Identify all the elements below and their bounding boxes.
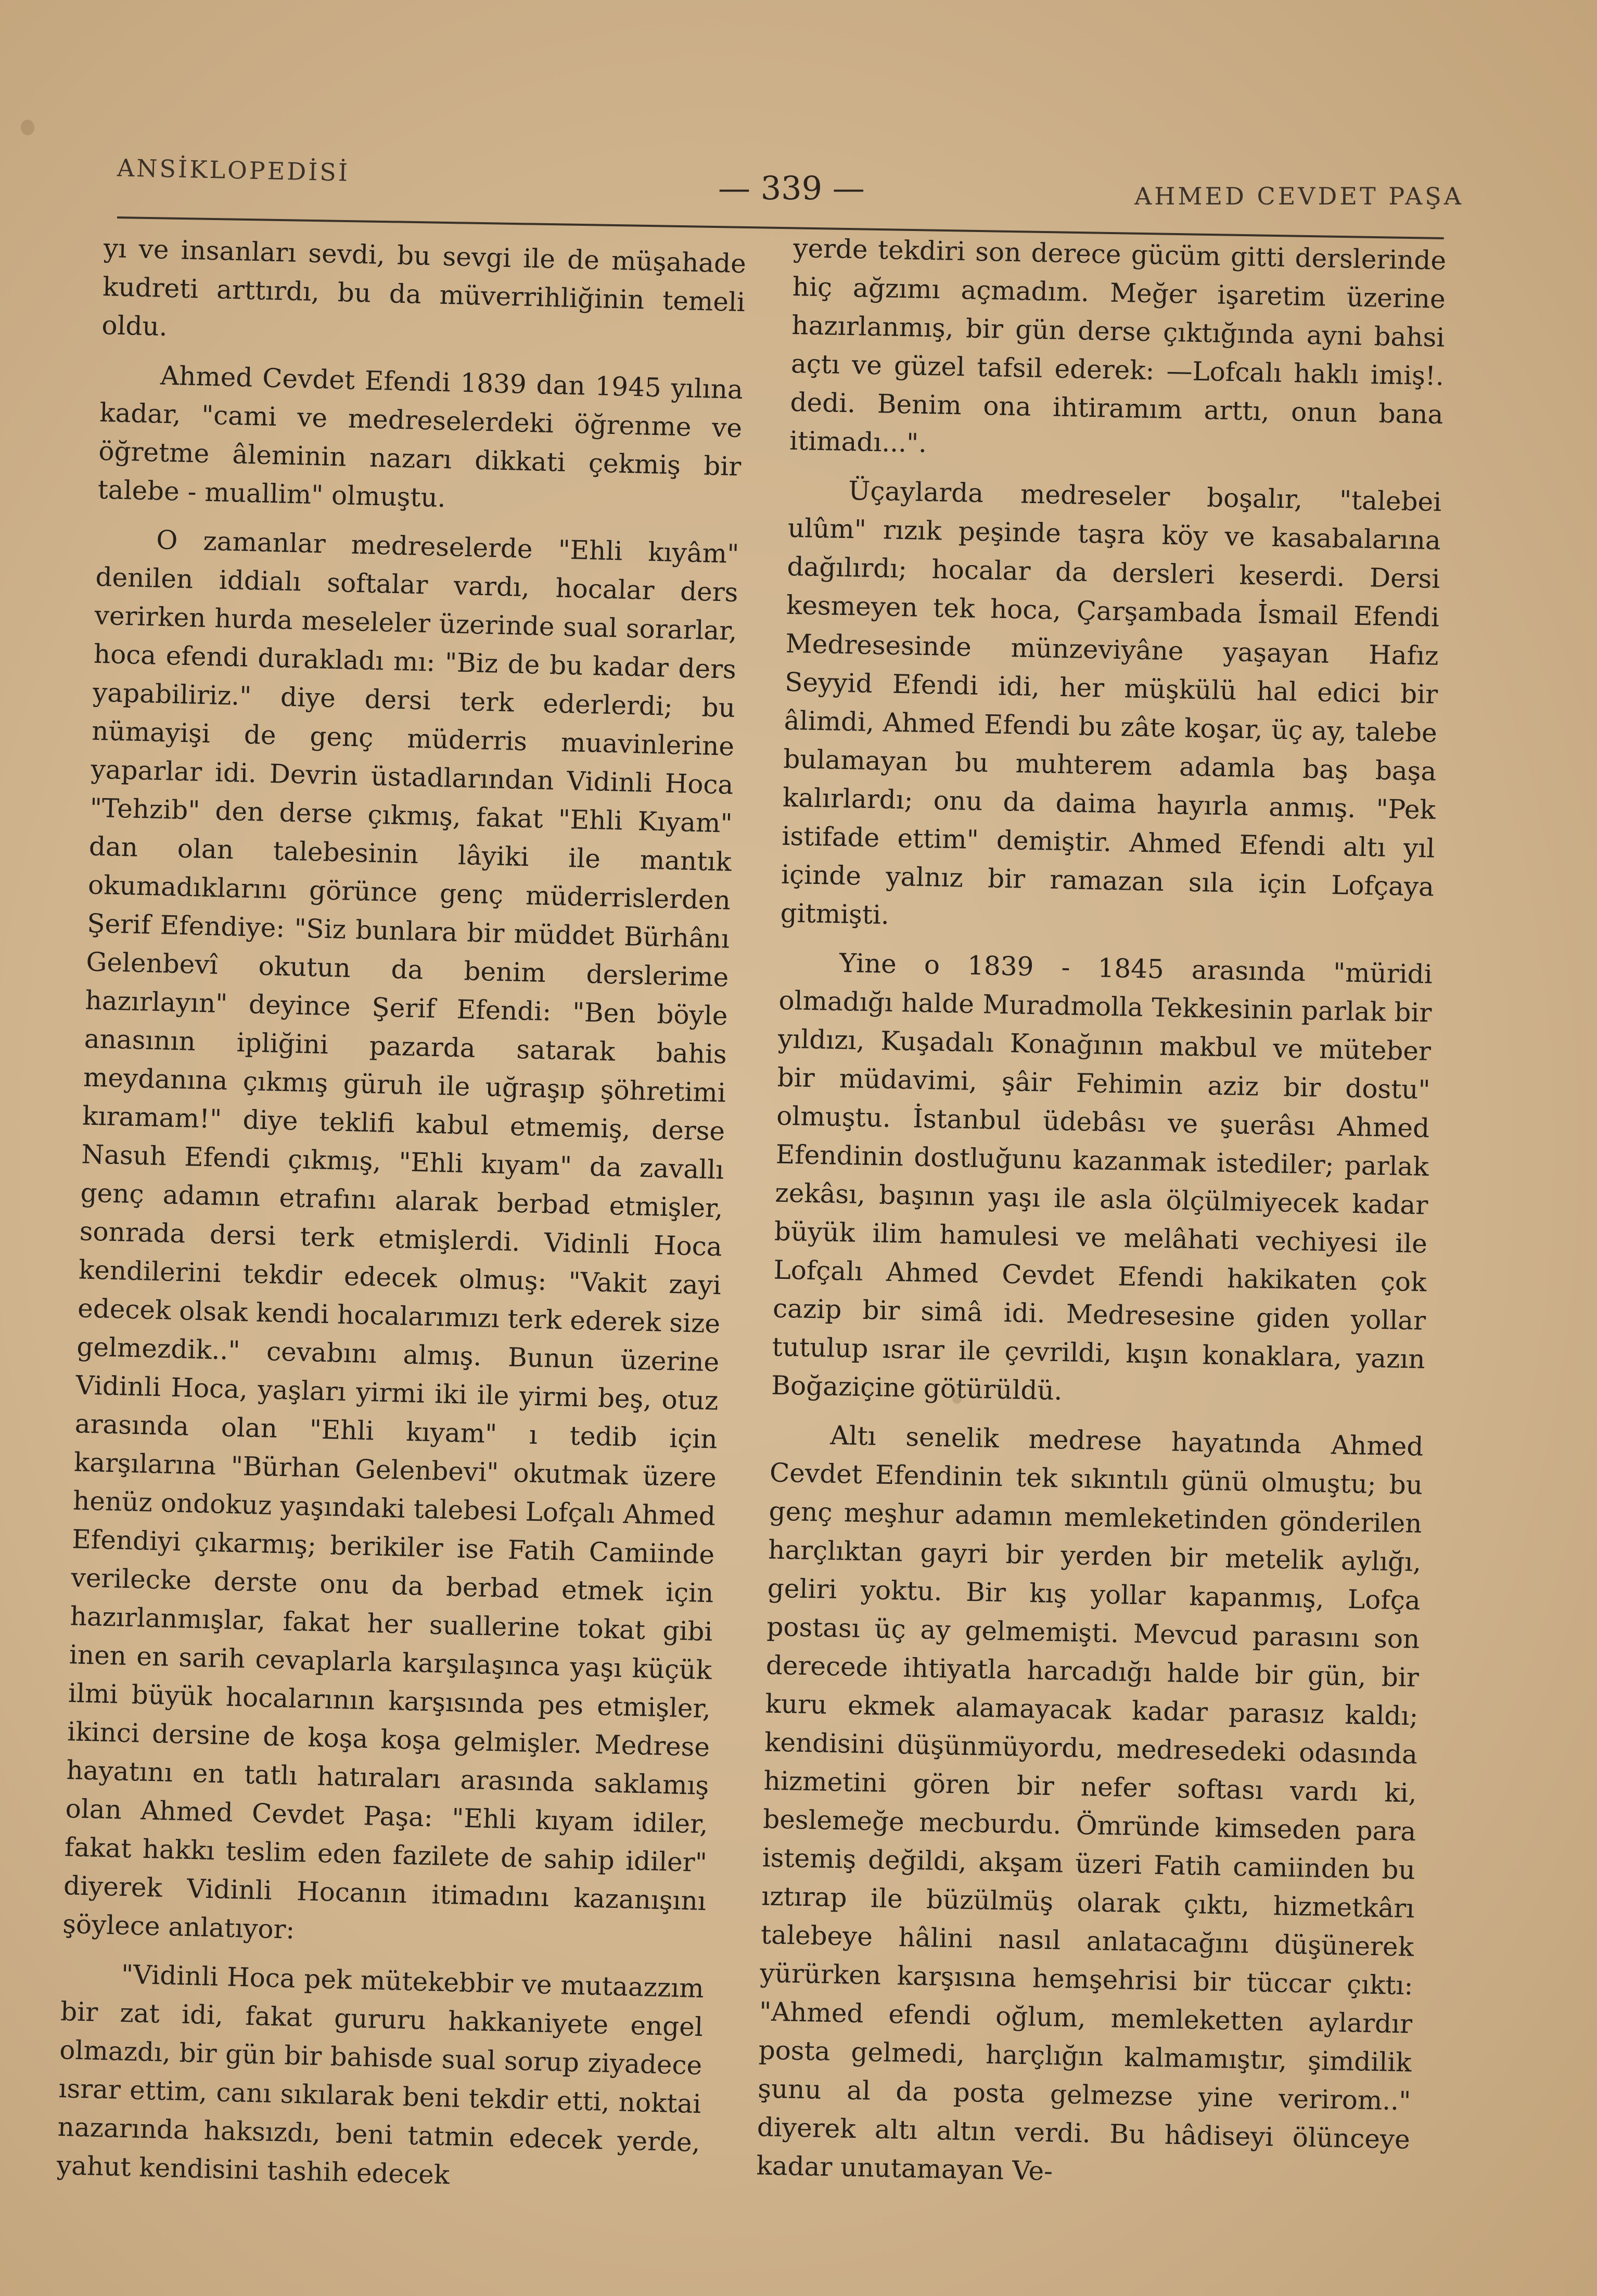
paragraph: Ahmed Cevdet Efendi 1839 dan 1945 yılına kadar, "cami ve medreselerdeki öğrenme ve öğretme âleminin nazarı dikkati çekmiş bir talebe - muallim" olmuştu. [97, 360, 744, 514]
paragraph: Üçaylarda medreseler boşalır, "talebei ulûm" rızık peşinde taşra köy ve kasabalarına dağılırdı; hocalar da dersleri keserdi. Dersi kesmeyen tek hoca, Çarşambada İsmail Efendi Medresesinde münzeviyâne yaşayan Hafız Seyyid Efendi idi, her müşkülü hal edici bir âlimdi, Ahmed Efendi bu zâte koşar, üç ay, talebe bulamayan bu muhterem adamla baş başa kalırlardı; onu da daima hayırla anmış. "Pek istifade ettim" demiştir. Ahmed Efendi altı yıl içinde yalnız bir ramazan sıla için Lofçaya gitmişti. [780, 476, 1442, 930]
left-column [56, 229, 747, 2211]
page-number: — 339 — [718, 169, 865, 207]
paragraph: O zamanlar medreselerde "Ehli kıyâm" denilen iddialı softalar vardı, hocalar ders verirken hurda meseleler üzerinde sual sorarlar, hoca efendi durakladı mı: "Biz de bu kadar ders yapabiliriz." diye dersi terk ederlerdi; bu nümayişi de genç müderris muavinlerine yaparlar idi. Devrin üstadlarından Vidinli Hoca "Tehzib" den derse çıkmış, fakat "Ehli Kıyam" dan olan talebesinin lâyiki ile mantık okumadıklarını görünce genç müderrislerden Şerif Efendiye: "Siz bunlara bir müddet Bürhânı Gelenbevî okutun da benim derslerime hazırlayın" deyince Şerif Efendi: "Ben böyle anasının ipliğini pazarda satarak bahis meydanına çıkmış güruh ile uğraşıp şöhretimi kıramam!" diye teklifi kabul etmemiş, derse Nasuh Efendi çıkmış, "Ehli kıyam" da zavallı genç adamın etrafını alarak berbad etmişler, sonrada dersi terk etmişlerdi. Vidinli Hoca kendilerini tekdir edecek olmuş: "Vakit zayi edecek olsak kendi hocalarımızı terk ederek size gelmezdik.." cevabını almış. Bunun üzerine Vidinli Hoca, yaşları yirmi iki ile yirmi beş, otuz arasında olan "Ehli kıyam" ı tedib için karşılarına "Bürhan Gelenbevi" okutmak üzere henüz ondokuz yaşındaki talebesi Lofçalı Ahmed Efendiyi çıkarmış; berikiler ise Fatih Camiinde verilecke derste onu da berbad etmek için hazırlanmışlar, fakat her suallerine tokat gibi inen en sarih cevaplarla karşılaşınca yaşı küçük ilmi büyük hocalarının karşısında pes etmişler, ikinci dersine de koşa koşa gelmişler. Medrese hayatını en tatlı hatıraları arasında saklamış olan Ahmed Cevdet Paşa: "Ehli kıyam idiler, fakat hakkı teslim eden fazilete de sahip idiler" diyerek Vidinli Hocanın itimadını kazanışını şöylece anlatıyor: [62, 524, 739, 1945]
paragraph: yerde tekdiri son derece gücüm gitti derslerinde hiç ağzımı açmadım. Meğer işaretim üzerine hazırlanmış, bir gün derse çıktığında ayni bahsi açtı ve güzel tafsil ederek: —Lofcalı haklı imiş!. dedi. Benim ona ihtiramım arttı, onun bana itimadı...". [789, 233, 1447, 458]
paragraph: "Vidinli Hoca pek mütekebbir ve mutaazzım bir zat idi, fakat gururu hakkaniyete engel olmazdı, bir gün bir bahisde sual sorup ziyadece ısrar ettim, canı sıkılarak beni tekdir etti, noktai nazarında haksızdı, beni tatmin edecek yerde, yahut kendisini tashih edecek [56, 1959, 705, 2190]
header-publication: ANSİKLOPEDİSİ [117, 153, 350, 187]
paragraph: yı ve insanları sevdi, bu sevgi ile de müşahade kudreti arttırdı, bu da müverrihliğinin temeli oldu. [101, 233, 747, 342]
running-header [0, 0, 1597, 239]
paragraph: Altı senelik medrese hayatında Ahmed Cevdet Efendinin tek sıkıntılı günü olmuştu; bu genç meşhur adamın memleketinden gönderilen harçlıktan gayri bir yerden bir metelik aylığı, geliri yoktu. Bir kış yollar kapanmış, Lofça postası üç ay gelmemişti. Mevcud parasını son derecede ihtiyatla harcadığı halde bir gün, bir kuru ekmek alamayacak kadar parasız kaldı; kendisini düşünmüyordu, medresedeki odasında hizmetini gören bir nefer softası vardı ki, beslemeğe mecburdu. Ömründe kimseden para istemiş değildi, akşam üzeri Fatih camiinden bu ıztırap ile büzülmüş olarak çıktı, hizmetkârı talebeye hâlini nasıl anlatacağını düşünerek yürürken karşısına hemşehrisi bir tüccar çıktı: "Ahmed efendi oğlum, memleketten aylardır posta gelmedi, harçlığın kalmamıştır, şimdilik şunu al da posta gelmezse yine verirom.." diyerek altı altın verdi. Bu hâdiseyi ölünceye kadar unutamayan Ve- [756, 1420, 1424, 2187]
header-article-title: AHMED CEVDET PAŞA [1134, 182, 1464, 210]
right-column [756, 229, 1446, 2208]
paragraph: Yine o 1839 - 1845 arasında "müridi olmadığı halde Muradmolla Tekkesinin parlak bir yıldızı, Kuşadalı Konağının makbul ve müteber bir müdavimi, şâir Fehimin aziz bir dostu" olmuştu. İstanbul üdebâsı ve şuerâsı Ahmed Efendinin dostluğunu kazanmak istediler; parlak zekâsı, başının yaşı ile asla ölçülmiyecek kadar büyük ilim hamulesi ve melâhati vechiyesi ile Lofçalı Ahmed Cevdet Efendi hakikaten çok cazip bir simâ idi. Medresesine giden yollar tutulup ısrar ile çevrildi, kışın konaklara, yazın Boğaziçine götürüldü. [771, 947, 1433, 1406]
